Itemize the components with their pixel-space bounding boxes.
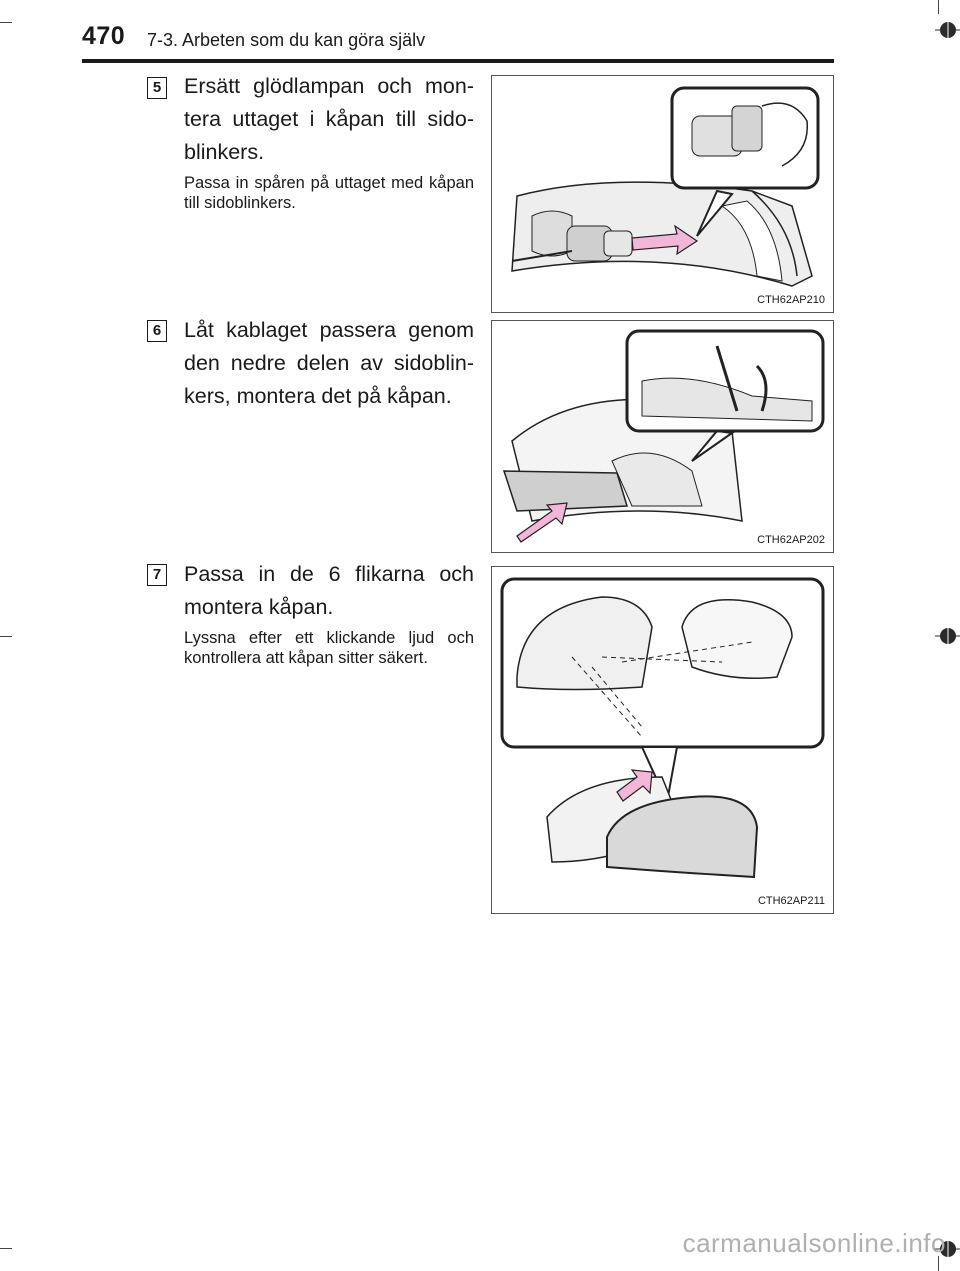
step-number: 7 <box>147 564 167 586</box>
step-title-line: den nedre delen av sidoblin- <box>184 351 474 375</box>
step-title-line: montera kåpan. <box>184 595 334 619</box>
figure-bulb-socket <box>491 75 834 313</box>
step-title-line: Låt kablaget passera genom <box>184 318 474 342</box>
chapter-title: 7-3. Arbeten som du kan göra själv <box>147 30 426 50</box>
mirror-cover-illustration-icon <box>492 567 833 913</box>
step-title-line: Passa in de 6 flikarna och <box>184 562 474 586</box>
figure-code: CTH62AP211 <box>757 895 825 907</box>
step-title <box>184 314 474 413</box>
step-title-line: kers, montera det på kåpan. <box>184 384 452 408</box>
registration-mark-icon <box>935 17 960 43</box>
header-divider <box>82 59 834 63</box>
crop-mark <box>938 0 939 14</box>
step-note: Lyssna efter ett klickande ljud och kontrollera att kåpan sitter säkert. <box>184 629 474 667</box>
crop-mark <box>0 636 12 637</box>
figure-code: CTH62AP202 <box>757 534 825 546</box>
step-title-line: blinkers. <box>184 140 265 164</box>
page-number: 470 <box>82 22 126 50</box>
step-number: 6 <box>147 320 167 342</box>
registration-mark-icon <box>935 623 960 649</box>
bulb-socket-illustration-icon <box>492 76 833 312</box>
figure-wiring-harness <box>491 320 834 553</box>
step-title-line: Ersätt glödlampan och mon- <box>184 74 474 98</box>
crop-mark <box>0 1248 12 1249</box>
watermark[interactable]: carmanualsonline.info <box>682 1228 946 1258</box>
step-number: 5 <box>147 77 167 99</box>
step-title-line: tera uttaget i kåpan till sido- <box>184 107 474 131</box>
step-title <box>184 558 474 624</box>
wiring-harness-illustration-icon <box>492 321 833 552</box>
step-title <box>184 70 474 169</box>
figure-mirror-cover <box>491 566 834 914</box>
step-note: Passa in spåren på uttaget med kåpan till sidoblinkers. <box>184 174 474 212</box>
crop-mark <box>0 22 12 23</box>
figure-code: CTH62AP210 <box>757 294 825 306</box>
